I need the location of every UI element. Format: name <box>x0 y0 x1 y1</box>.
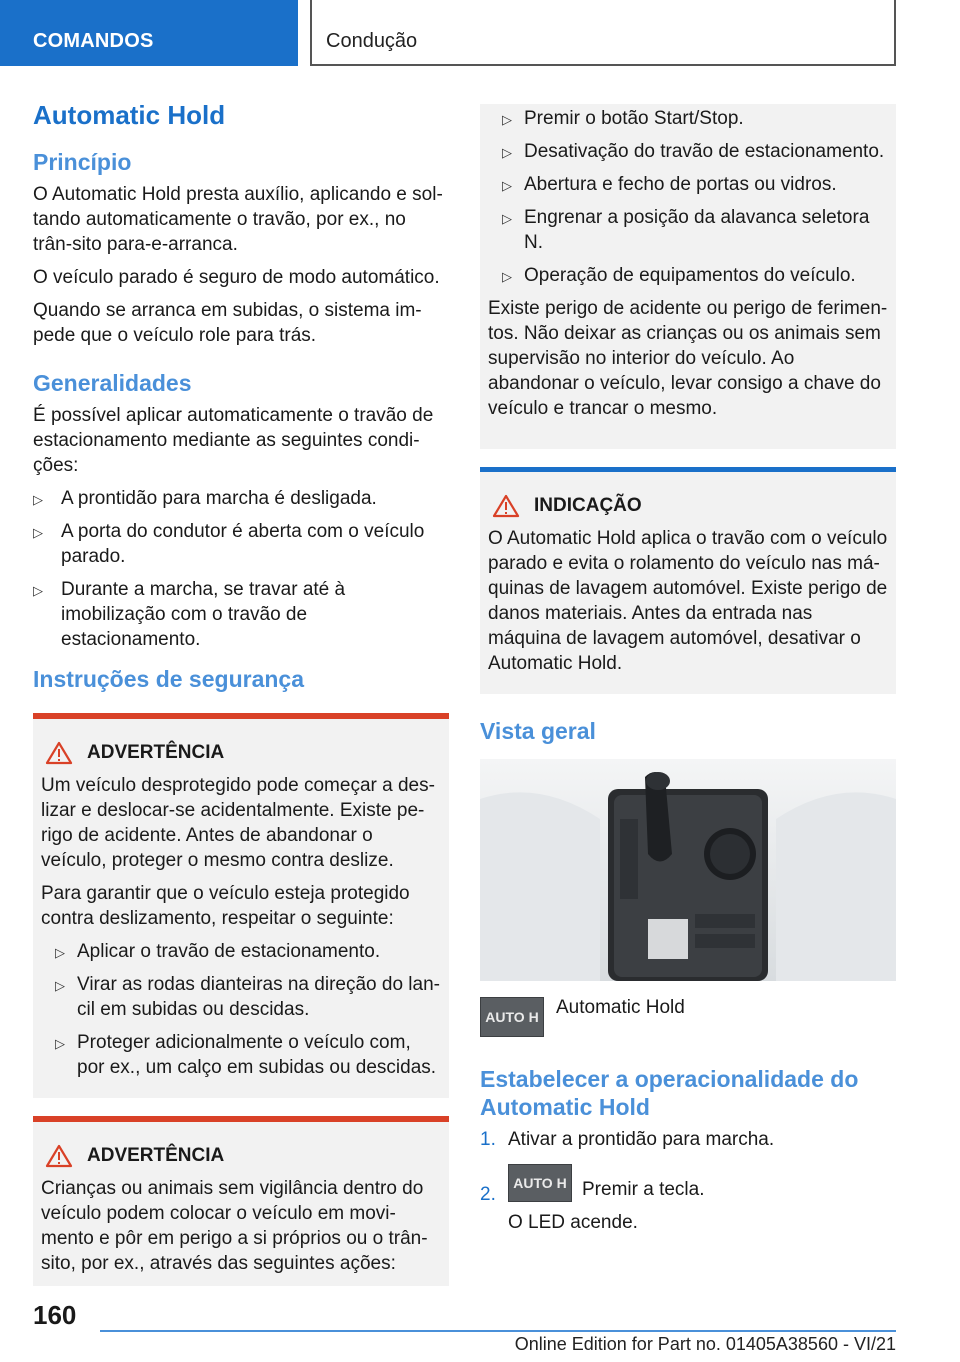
list-item: ▷ Durante a marcha, se travar até à imobilização com o travão de estacionamento. <box>33 579 346 650</box>
list-item: 2. AUTO H Premir a tecla. O LED acende. <box>480 1162 896 1235</box>
edition-text: Online Edition for Part no. 01405A38560 - VI/21 <box>514 1334 896 1354</box>
page-header <box>0 0 960 66</box>
autoh-caption: Automatic Hold <box>556 997 685 1018</box>
list-item: ▷ Premir o botão Start/Stop. <box>488 106 888 131</box>
list-item: ▷ A porta do condutor é aberta com o veículo parado. <box>33 521 425 567</box>
list-item: ▷ Virar as rodas dianteiras na direção do lan-cil em subidas ou descidas. <box>55 974 440 1020</box>
right-column <box>480 104 896 1245</box>
bullet-triangle-icon: ▷ <box>55 978 65 993</box>
warning-icon <box>492 494 520 518</box>
list-item: ▷ Abertura e fecho de portas ou vidros. <box>488 172 888 197</box>
note-text: O Automatic Hold aplica o travão com o veículo parado e evita o rolamento do veículo nas má-quinas de lavagem automóvel. Existe perigo de danos materiais. Antes da entrada nas máquina de lavagem automóvel, desativar o Automatic Hold. <box>488 528 888 674</box>
warning-title: ADVERTÊNCIA <box>41 741 441 765</box>
overview-heading: Vista geral <box>480 718 596 744</box>
warning-text: Existe perigo de acidente ou perigo de ferimen-tos. Não deixar as crianças ou os animais sem supervisão no interior do veículo. Ao abandonar o veículo, levar consigo a chave do veículo e trancar o mesmo. <box>488 298 888 419</box>
general-list <box>33 486 449 652</box>
warning-text: Um veículo desprotegido pode começar a des-lizar e deslocar-se acidentalmente. Existe pe-rigo de acidente. Antes de abandonar o veículo, proteger o mesmo contra deslize. <box>41 775 435 871</box>
general-heading: Generalidades <box>33 370 192 396</box>
console-illustration <box>480 759 896 981</box>
bullet-triangle-icon: ▷ <box>33 492 43 507</box>
section-tab: COMANDOS <box>0 0 298 66</box>
autoh-button-icon: AUTO H <box>508 1164 572 1202</box>
warning-icon <box>45 1144 73 1168</box>
footer-divider <box>100 1330 896 1332</box>
autoh-button-icon: AUTO H <box>480 997 544 1037</box>
note-title: INDICAÇÃO <box>488 494 888 518</box>
principle-paragraph-2: O veículo parado é seguro de modo automático. <box>33 267 440 288</box>
steps-list <box>480 1127 896 1235</box>
list-item: ▷ Aplicar o travão de estacionamento. <box>41 939 441 964</box>
bullet-triangle-icon: ▷ <box>502 269 512 284</box>
list-item: ▷ A prontidão para marcha é desligada. <box>33 486 449 511</box>
bullet-triangle-icon: ▷ <box>502 112 512 127</box>
list-item: ▷ Engrenar a posição da alavanca seletora N. <box>502 207 870 253</box>
principle-paragraph-1: O Automatic Hold presta auxílio, aplicando e sol-tando automaticamente o travão, por ex., no trân-sito para-e-arranca. <box>33 184 443 255</box>
warning-box-2-continued <box>480 104 896 449</box>
warning-text: Crianças ou animais sem vigilância dentro do veículo podem colocar o veículo em movi-mento e pôr em perigo a si próprios ou o trân-sito, por ex., através das seguintes ações: <box>41 1178 428 1274</box>
bullet-triangle-icon: ▷ <box>55 1036 65 1051</box>
warning-icon <box>45 741 73 765</box>
warning-box-2 <box>33 1116 449 1286</box>
left-column <box>33 100 449 1304</box>
autoh-legend <box>480 997 896 1037</box>
list-item: 1. Ativar a prontidão para marcha. <box>480 1129 775 1150</box>
bullet-triangle-icon: ▷ <box>502 145 512 160</box>
bullet-triangle-icon: ▷ <box>33 583 43 598</box>
bullet-triangle-icon: ▷ <box>55 945 65 960</box>
page-number: 160 <box>33 1300 77 1330</box>
page-title: Automatic Hold <box>33 100 226 130</box>
principle-paragraph-3: Quando se arranca em subidas, o sistema im-pede que o veículo role para trás. <box>33 300 422 346</box>
establish-heading: Estabelecer a operacionalidade do Automatic Hold <box>480 1066 859 1120</box>
step-result: O LED acende. <box>508 1212 638 1233</box>
note-box <box>480 467 896 694</box>
bullet-triangle-icon: ▷ <box>33 525 43 540</box>
warning-box-1 <box>33 713 449 1098</box>
general-intro: É possível aplicar automaticamente o travão de estacionamento mediante as seguintes condi-ções: <box>33 405 434 476</box>
list-item: ▷ Proteger adicionalmente o veículo com, por ex., um calço em subidas ou descidas. <box>55 1032 437 1078</box>
list-item: ▷ Operação de equipamentos do veículo. <box>488 263 888 288</box>
chapter-tab: Condução <box>310 0 896 66</box>
warning-text: Para garantir que o veículo esteja protegido contra deslizamento, respeitar o seguinte: <box>41 883 410 929</box>
warning-list <box>41 939 441 1080</box>
warning-title: ADVERTÊNCIA <box>41 1144 441 1168</box>
list-item: ▷ Desativação do travão de estacionamento. <box>488 139 888 164</box>
center-console-photo <box>480 759 896 981</box>
safety-heading: Instruções de segurança <box>33 666 304 692</box>
bullet-triangle-icon: ▷ <box>502 178 512 193</box>
principle-heading: Princípio <box>33 149 132 175</box>
bullet-triangle-icon: ▷ <box>502 211 512 226</box>
actions-list <box>488 106 888 288</box>
